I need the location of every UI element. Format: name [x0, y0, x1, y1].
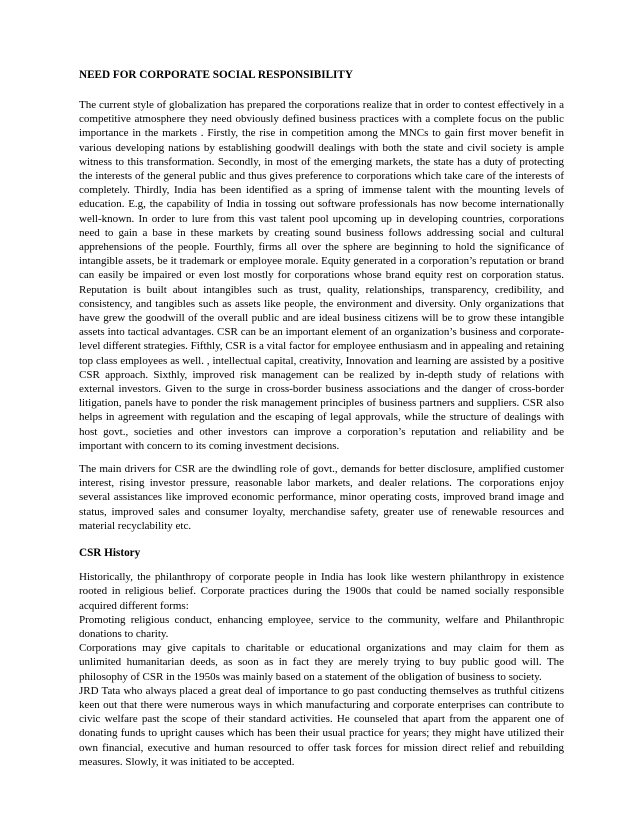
section-heading-csr-history: CSR History — [79, 547, 141, 560]
section-heading-csr-need: NEED FOR CORPORATE SOCIAL RESPONSIBILITY — [79, 69, 353, 81]
paragraph-main-drivers: The main drivers for CSR are the dwindling role of govt., demands for better disclosure, amplified customer interest, rising investor pressure, reasonable labor markets, and dealer relations. The corporations enjoy several assistances like improved economic performance, minor operating costs, improved brand image and status, improved sales and consumer loyalty, merchandise safety, greater use of renewable resources and material recyclability etc. — [79, 463, 564, 532]
paragraph-history-jrd-tata: JRD Tata who always placed a great deal of importance to go past conducting themselves as truthful citizens keen out that there were numerous ways in which manufacturing and corporate enterprises can contribute to civic welfare past the scope of their standard activities. He counseled that apart from the apparent one of donating funds to upright causes which has been their usual practice for years; they might have utilized their own financial, executive and human resourced to offer task forces for mission direct relief and rebuilding measures. Slowly, it was initiated to be accepted. — [79, 684, 564, 768]
paragraph-globalization: The current style of globalization has prepared the corporations realize that in order to contest effectively in a competitive atmosphere they need obviously defined business practices with a complete focus on the public importance in the markets . Firstly, the rise in competition among the MNCs to gain first mover benefit in various developing nations by establishing goodwill dealings with both the state and civil society is ample witness to this transformation. Secondly, in most of the emerging markets, the state has a duty of protecting the interests of the general public and thus gives preference to corporations which take care of the interests of completely. Thirdly, India has been identified as a spring of immense talent with the mounting levels of education. E.g, the capability of India in tossing out software professionals has now become internationally well-known. In order to lure from this vast talent pool upcoming up in developing countries, corporations need to gain a base in these markets by creating sound business follows addressing social and cultural apprehensions of the people. Fourthly, firms all over the sphere are beginning to hold the significance of intangible assets, be it trademark or employee morale. Equity generated in a corporation’s reputation or brand can easily be impaired or even lost mostly for corporations whose brand equity rest on corporation status. Reputation is built about intangibles such as trust, quality, relationships, transparency, credibility, and consistency, and tangibles such as assets like people, the environment and diversity. Only organizations that have grew the goodwill of the overall public and are ideal business citizens will be to grow these intangible assets into tactical advantages. CSR can be an important element of an organization’s business and corporate-level different strategies. Fifthly, CSR is a vital factor for employee enthusiasm and in appealing and retaining top class employees as well. , intellectual capital, creativity, Innovation and learning are assisted by a positive CSR approach. Sixthly, improved risk management can be realized by in-depth study of relations with external investors. Given to the surge in cross-border business associations and the danger of cross-border litigation, panels have to ponder the risk management principles of business partners and suppliers. CSR also helps in agreement with regulation and the escaping of legal approvals, while the structure of dealings with host govt., societies and other investors can improve a corporation’s reputation and reliability and be important with concern to its coming investment decisions. — [79, 99, 564, 452]
paragraph-history-corporations: Corporations may give capitals to charitable or educational organizations and may claim for them as unlimited humanitarian deeds, as soon as in fact they are merely trying to buy public good will. The philosophy of CSR in the 1950s was mainly based on a statement of the obligation of business to society. — [79, 642, 564, 683]
paragraph-history-forms: Promoting religious conduct, enhancing employee, service to the community, welfare and Philanthropic donations to charity. — [79, 613, 564, 640]
paragraph-history-intro: Historically, the philanthropy of corporate people in India has look like western philanthropy in existence rooted in religious belief. Corporate practices during the 1900s that could be named socially responsible acquired different forms: — [79, 571, 564, 612]
document-body — [79, 68, 564, 769]
